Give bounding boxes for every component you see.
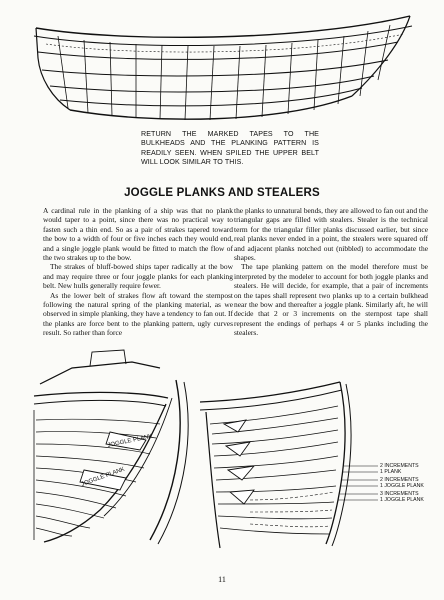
stern-label: 1 PLANK <box>380 469 402 475</box>
paragraph: The strakes of bluff-bowed ships taper radically at the bow and may require three or four joggle planks for each planking belt. New hulls generally require fewer. <box>43 262 233 291</box>
paragraph: As the lower belt of strakes flow aft toward the sternpost following the natural spring of the planking material, as we observed in simple planking, they have a tendency to fan out. If the planks are force bent to the planking pattern, ugly curves result. So rather than force <box>43 290 233 338</box>
paragraph: A cardinal rule in the planking of a ship was that no plank would taper to a point, since there was no practical way to fasten such a thin end. So as a pair of strakes tapered toward the bow to a width of four or five inches each they would end, and a single joggle plank would be fitted to match the flow of the two strakes up to the bow. <box>43 206 233 263</box>
paragraph: The tape planking pattern on the model therefore must be interpreted by the modeler to account for both joggle planks and stealers. He will decide, for example, that a pair of increments on the tapes shall represent two planks up to a certain bulkhead near the bow and thereafter a joggle plank. Similarly aft, he will decide that 2 or 3 increments on the sternpost tape shall represent the endings of perhaps 4 or 5 planks including the stealers. <box>234 262 428 338</box>
bow-label-joggle-plank-lower: JOGGLE PLANK <box>80 466 126 488</box>
page-number: 11 <box>218 575 226 584</box>
stern-label: 1 JOGGLE PLANK <box>380 497 424 503</box>
stern-label: 1 JOGGLE PLANK <box>380 483 424 489</box>
paragraph: the planks to unnatural bends, they are allowed to fan out and the triangular gaps are filled with stealers. Stealer is the technical term for the triangular filler planks discussed earlier, but since real planks never ended in a point, the stealers were squared off and adjacent planks notched out (nibbled) to accommodate the shapes. <box>234 206 428 263</box>
illustration-caption: RETURN THE MARKED TAPES TO THE BULKHEADS AND THE PLANKING PATTERN IS READILY SEEN. WHEN SPILED THE UPPER BELT WILL LOOK SIMILAR TO THIS. <box>141 130 319 166</box>
stern-label: 2 INCREMENTS <box>380 463 419 469</box>
stern-label: 3 INCREMENTS <box>380 491 419 497</box>
bow-label-joggle-plank-upper: JOGGLE PLANK <box>107 433 154 449</box>
stern-label: 2 INCREMENTS <box>380 477 419 483</box>
section-heading: JOGGLE PLANKS AND STEALERS <box>124 187 320 199</box>
